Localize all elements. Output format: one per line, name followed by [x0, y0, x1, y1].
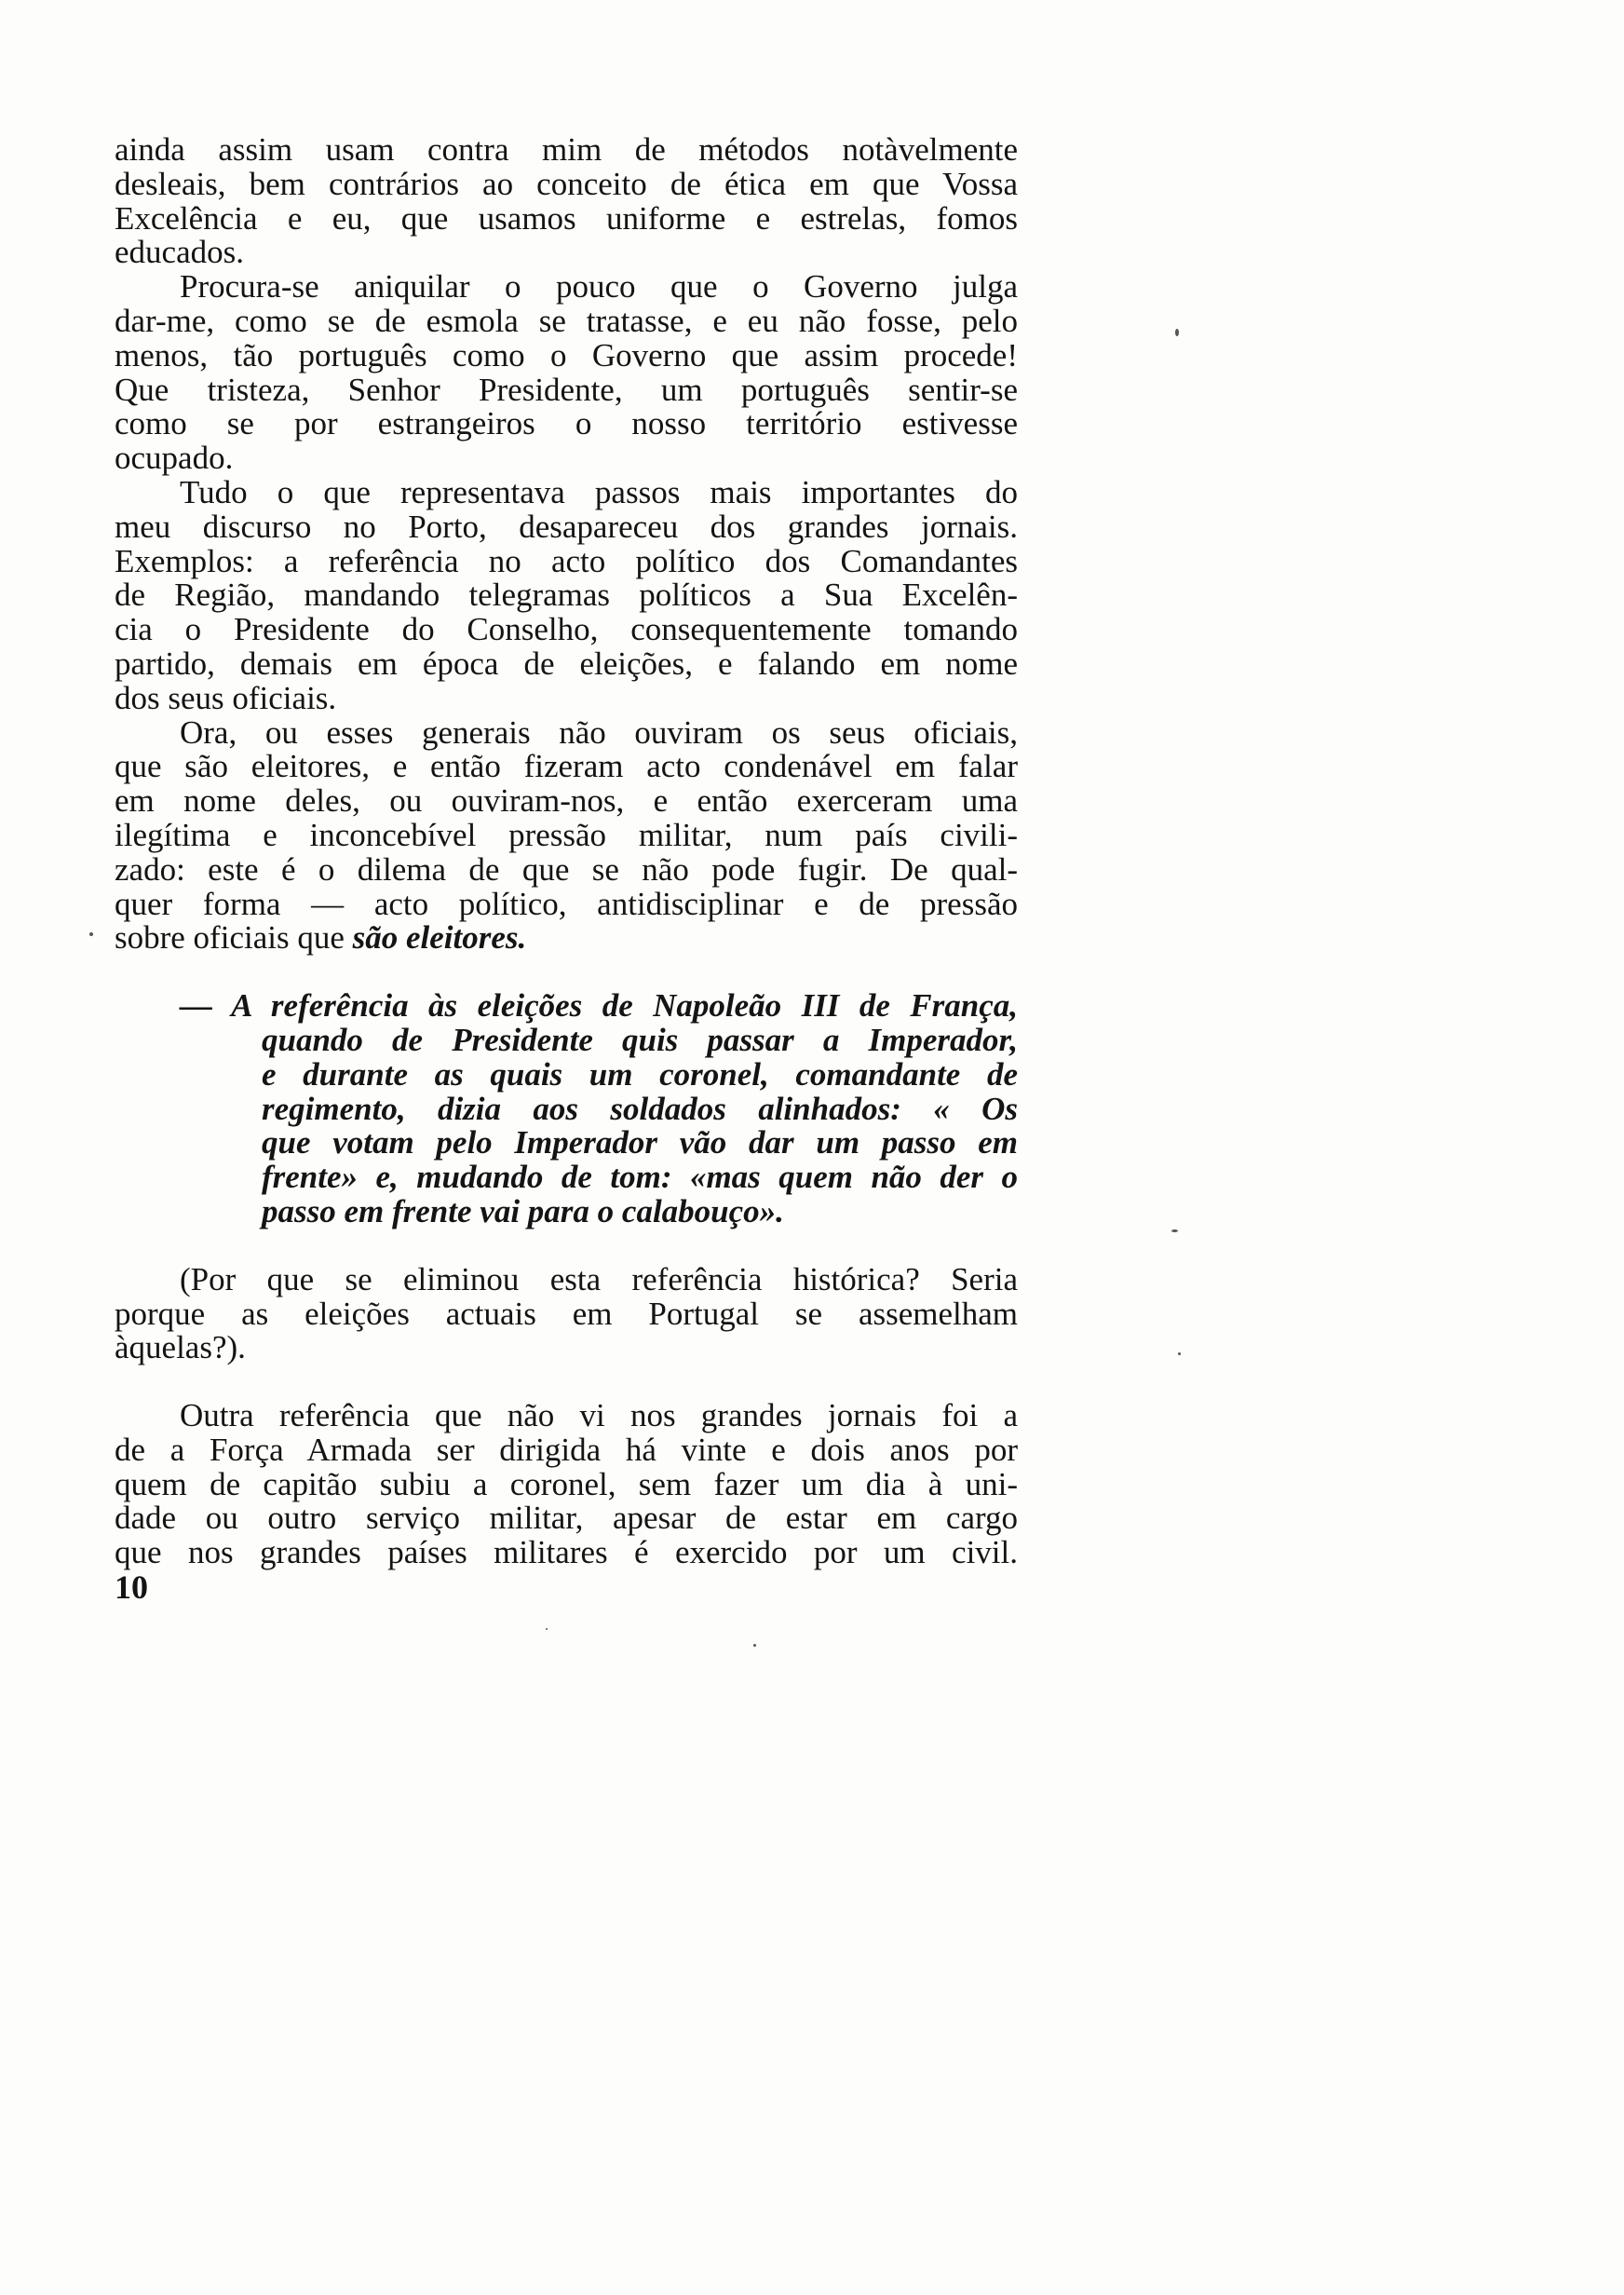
text-line: porque as eleições actuais em Portugal se assemelham [115, 1295, 1018, 1332]
text-line: partido, demais em época de eleições, e falando em nome [115, 645, 1018, 682]
text-line-prefix: sobre oficiais que [115, 919, 353, 957]
text-line: dos seus oficiais. [115, 679, 337, 716]
quote-line: passo em frente vai para o calabouço». [262, 1192, 784, 1229]
text-line: Outra referência que não vi nos grandes jornais foi a [180, 1397, 1018, 1434]
paragraph-4 [115, 713, 1018, 957]
text-line: Excelência e eu, que usamos uniforme e estrelas, fomos [115, 199, 1018, 237]
text-line [115, 921, 1018, 956]
text-line: ainda assim usam contra mim de métodos notàvelmente [115, 131, 1018, 168]
text-line: quem de capitão subiu a coronel, sem fazer um dia à uni- [115, 1465, 1018, 1502]
spacer [115, 1365, 1018, 1399]
text-line: Exemplos: a referência no acto político dos Comandantes [115, 542, 1018, 579]
quote-line: frente» e, mudando de tom: «mas quem não der o [262, 1159, 1018, 1196]
text-line: dade ou outro serviço militar, apesar de estar em cargo [115, 1500, 1018, 1537]
text-line: menos, tão português como o Governo que assim procede! [115, 336, 1018, 373]
scan-speck [753, 1644, 756, 1647]
text-line: como se por estrangeiros o nosso território estivesse [115, 405, 1018, 442]
scan-speck [89, 932, 93, 936]
text-line: em nome deles, ou ouviram-nos, e então exerceram uma [115, 782, 1018, 820]
text-line: meu discurso no Porto, desapareceu dos grandes jornais. [115, 508, 1018, 545]
quote-line: — A referência às eleições de Napoleão III de França, [180, 987, 1018, 1025]
text-line: desleais, bem contrários ao conceito de ética em que Vossa [115, 165, 1018, 202]
scan-speck [1175, 329, 1179, 336]
text-line: que são eleitores, e então fizeram acto condenável em falar [115, 748, 1018, 785]
quote-line: regimento, dizia aos soldados alinhados: « Os [262, 1090, 1018, 1127]
text-line: ilegítima e inconcebível pressão militar, num país civili- [115, 816, 1018, 853]
scan-speck [1171, 1229, 1178, 1232]
text-line: (Por que se eliminou esta referência histórica? Seria [180, 1260, 1018, 1297]
text-line: Que tristeza, Senhor Presidente, um português sentir-se [115, 371, 1018, 408]
text-line: Tudo o que representava passos mais importantes do [180, 473, 1018, 510]
closing-paragraph [115, 1399, 1018, 1570]
text-line: quer forma — acto político, antidisciplinar e de pressão [115, 885, 1018, 922]
text-line: àquelas?). [115, 1329, 246, 1366]
quote-line: que votam pelo Imperador vão dar um passo em [262, 1124, 1018, 1161]
text-line: de a Força Armada ser dirigida há vinte e dois anos por [115, 1431, 1018, 1468]
text-line: que nos grandes países militares é exercido por um civil. [115, 1534, 1018, 1571]
text-line: educados. [115, 234, 244, 271]
text-line: dar-me, como se de esmola se tratasse, e eu não fosse, pelo [115, 302, 1018, 339]
spacer [115, 956, 1018, 989]
paragraph-1 [115, 133, 1018, 270]
text-line: zado: este é o dilema de que se não pode fugir. De qual- [115, 850, 1018, 888]
body-text [115, 133, 1018, 1570]
text-line: Procura-se aniquilar o pouco que o Governo julga [180, 268, 1018, 306]
text-line: Ora, ou esses generais não ouviram os seus oficiais, [180, 713, 1018, 751]
page-number: 10 [115, 1568, 148, 1606]
text-line: ocupado. [115, 440, 234, 477]
paragraph-2 [115, 270, 1018, 476]
scan-speck [546, 1628, 548, 1630]
quote-block [115, 989, 1018, 1229]
question-paragraph [115, 1260, 1018, 1366]
quote-line: e durante as quais um coronel, comandante de [262, 1055, 1018, 1093]
quote-line: quando de Presidente quis passar a Imperador, [262, 1021, 1018, 1058]
spacer [115, 1229, 1018, 1263]
emphasized-text: são eleitores. [352, 919, 527, 957]
paragraph-3 [115, 473, 1018, 716]
text-line: cia o Presidente do Conselho, consequentemente tomando [115, 611, 1018, 648]
scan-speck [1178, 1352, 1181, 1355]
text-line: de Região, mandando telegramas políticos a Sua Excelên- [115, 577, 1018, 614]
